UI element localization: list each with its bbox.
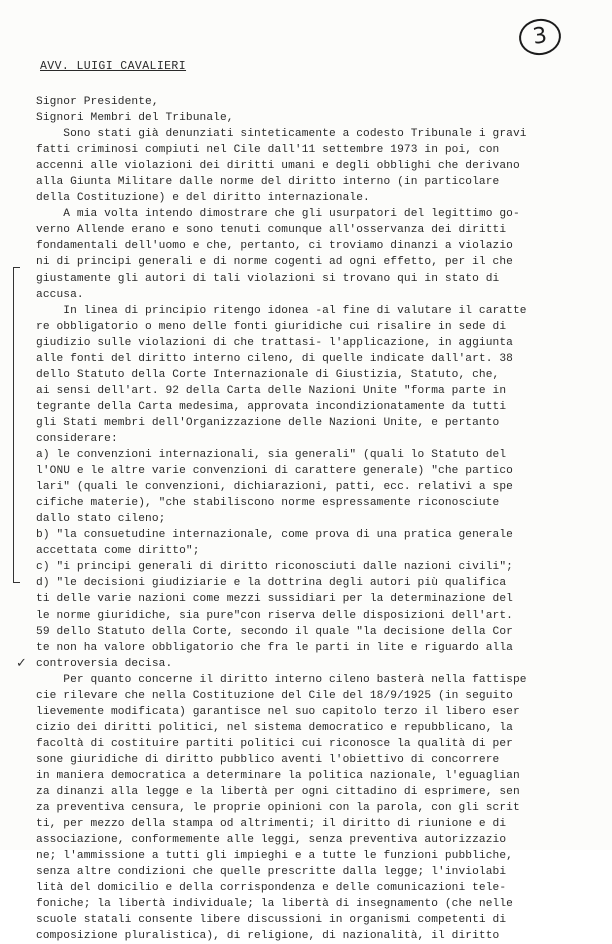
text-line: lità del domicilio e della corrispondenza e delle comunicazioni tele- (36, 882, 507, 895)
text-line: cifiche materie), "che stabiliscono norme espressamente riconosciute (36, 497, 500, 510)
text-line: Per quanto concerne il diritto interno cileno basterà nella fattispe (36, 673, 527, 686)
text-line: lari" (quali le convenzioni, dichiarazioni, patti, ecc. relativi a spe (36, 481, 513, 494)
text-line: sone giuridiche di diritto pubblico aventi l'obiettivo di concorrere (36, 753, 500, 766)
text-line: cizio dei diritti politici, nel sistema democratico e repubblicano, la (36, 721, 513, 734)
text-line: Signor Presidente, (36, 96, 159, 108)
text-line: re obbligatorio o meno delle fonti giuridiche cui risalire in sede di (36, 320, 507, 333)
text-line: In linea di principio ritengo idonea -al fine di valutare il caratte (36, 304, 527, 317)
text-line: senza altre condizioni che quelle prescritte dalla legge; l'inviolabi (36, 866, 507, 879)
text-line: ne; l'ammissione a tutti gli impieghi e a tutte le funzioni pubbliche, (36, 850, 513, 863)
page-number-circle: 3 (517, 16, 564, 57)
text-line: A mia volta intendo dimostrare che gli usurpatori del legittimo go- (36, 208, 520, 221)
text-line: composizione pluralistica), di religione, di nazionalità, il diritto (36, 930, 500, 943)
text-line: accettata come diritto"; (36, 545, 200, 558)
text-line: te non ha valore obbligatorio che fra le parti in lite e riguardo alla (36, 641, 513, 654)
text-line: ti, per mezzo della stampa od altrimenti; il diritto di riunione e di (36, 818, 507, 831)
text-line: alle fonti del diritto interno cileno, di quelle indicate dall'art. 38 (36, 352, 513, 365)
margin-bracket (13, 267, 20, 583)
text-line: za preventiva censura, le proprie opinioni con la parola, con gli scrit (36, 802, 520, 815)
text-line: controversia decisa. (36, 657, 173, 670)
letterhead: AVV. LUIGI CAVALIERI (40, 60, 187, 73)
text-line: dallo stato cileno; (36, 513, 166, 526)
text-line: cie rilevare che nella Costituzione del Cile del 18/9/1925 (in seguito (36, 689, 513, 702)
text-line: c) "i principi generali di diritto riconosciuti dalle nazioni civili"; (36, 561, 513, 574)
margin-check-mark: ✓ (16, 656, 27, 671)
text-line: verno Allende erano e sono tenuti comunque all'osservanza dei diritti (36, 224, 507, 237)
text-line: l'ONU e le altre varie convenzioni di carattere generale) "che partico (36, 465, 513, 478)
text-line: facoltà di costituire partiti politici cui riconosce la qualità di per (36, 737, 513, 750)
text-line: della Costituzione) e del diritto internazionale. (36, 192, 370, 205)
text-line: gli Stati membri dell'Organizzazione delle Nazioni Unite, e pertanto (36, 416, 500, 429)
text-line: accenni alle violazioni dei diritti umani e degli obblighi che derivano (36, 160, 520, 173)
text-line: lievemente modificata) garantisce nel suo capitolo terzo il libero eser (36, 705, 520, 718)
text-line: dello Statuto della Corte Internazionale di Giustizia, Statuto, che, (36, 368, 500, 381)
text-line: za dinanzi alla legge e la libertà per ogni cittadino di esprimere, sen (36, 786, 520, 799)
text-line: alla Giunta Militare dalle norme del diritto interno (in particolare (36, 176, 500, 189)
text-line: accusa. (36, 288, 84, 301)
text-line: fatti criminosi compiuti nel Cile dall'11 settembre 1973 in poi, con (36, 144, 500, 157)
text-line: Signori Membri del Tribunale, (36, 112, 234, 125)
text-line: ni di principi generali e di norme cogenti ad ogni effetto, per il che (36, 256, 513, 269)
text-line: giustamente gli autori di tali violazioni si trovano qui in stato di (36, 272, 500, 285)
text-line: d) "le decisioni giudiziarie e la dottrina degli autori più qualifica (36, 577, 507, 590)
text-line: le norme giuridiche, sia pure"con riserva delle disposizioni dell'art. (36, 609, 513, 622)
text-line: Sono stati già denunziati sinteticamente a codesto Tribunale i gravi (36, 128, 527, 141)
text-line: b) "la consuetudine internazionale, come prova di una pratica generale (36, 529, 513, 542)
text-line: fondamentali dell'uomo e che, pertanto, ci troviamo dinanzi a violazio (36, 240, 513, 253)
text-line: associazione, conformemente alle leggi, senza preventiva autorizzazio (36, 834, 507, 847)
text-line: a) le convenzioni internazionali, sia generali" (quali lo Statuto del (36, 449, 507, 462)
text-line: ti delle varie nazioni come mezzi sussidiari per la determinazione del (36, 593, 513, 606)
text-line: in maniera democratica a determinare la politica nazionale, l'eguaglian (36, 769, 520, 782)
text-line: ai sensi dell'art. 92 della Carta delle Nazioni Unite "forma parte in (36, 384, 507, 397)
text-line: considerare: (36, 432, 118, 445)
text-line: scuole statali consente libere discussioni in organismi competenti di (36, 914, 507, 927)
text-line: giudizio sulle violazioni di che trattasi- l'applicazione, in aggiunta (36, 336, 513, 349)
text-line: foniche; la libertà individuale; la libertà di insegnamento (che nelle (36, 898, 513, 911)
document-body (36, 94, 596, 944)
text-line: tegrante della Carta medesima, approvata incondizionatamente da tutti (36, 400, 507, 413)
text-line: 59 dello Statuto della Corte, secondo il quale "la decisione della Cor (36, 625, 513, 638)
